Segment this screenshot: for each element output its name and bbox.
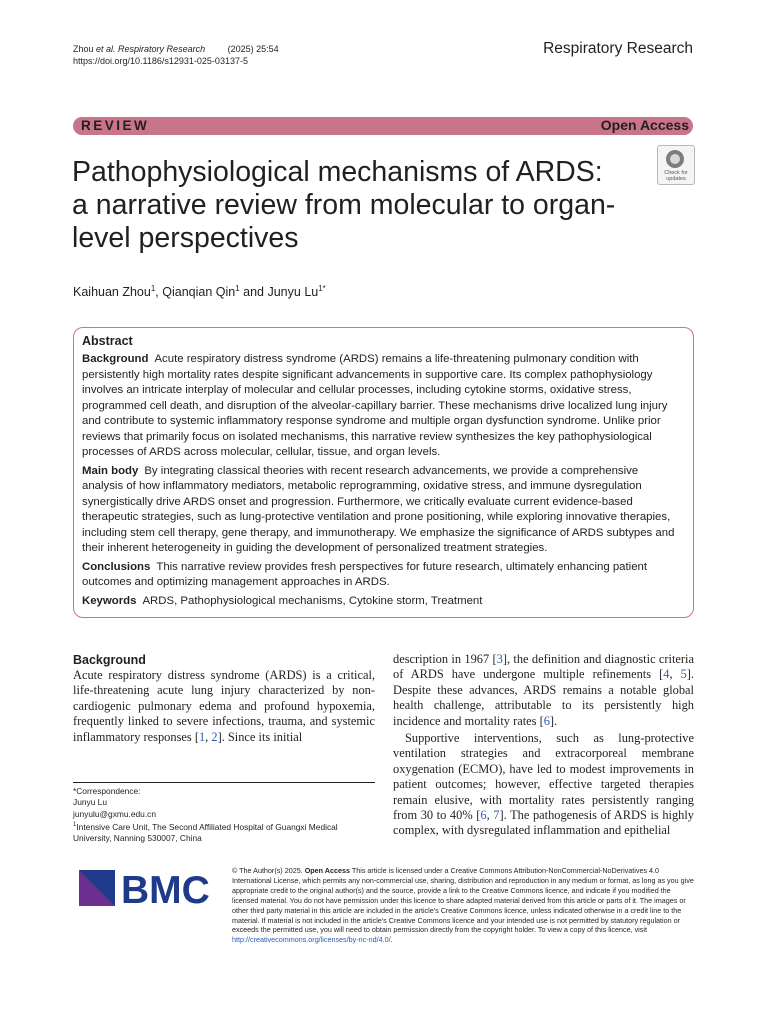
- footnotes: [73, 786, 375, 845]
- author-affiliation-sup: 1*: [318, 284, 326, 293]
- body-left-column: [73, 652, 375, 745]
- abstract-box: [73, 327, 694, 618]
- abstract-background: [82, 352, 682, 461]
- author-list: [73, 284, 326, 299]
- abstract-mainbody: [82, 464, 682, 557]
- citation-ref[interactable]: 5: [680, 667, 687, 682]
- citation-ref[interactable]: 6: [480, 808, 487, 823]
- abstract-keywords: [82, 594, 682, 610]
- title-line-1: Pathophysiological mechanisms of ARDS:: [72, 156, 603, 188]
- correspondence-email[interactable]: junyulu@gxmu.edu.cn: [73, 808, 156, 819]
- open-access-label: Open Access: [600, 117, 689, 133]
- citation-ref[interactable]: 1: [198, 729, 206, 744]
- check-for-updates-badge[interactable]: [657, 145, 695, 185]
- correspondence-label: *Correspondence:: [73, 786, 141, 796]
- abstract-keywords-text: ARDS, Pathophysiological mechanisms, Cytokine storm, Treatment: [142, 594, 483, 607]
- author-name[interactable]: Qianqian Qin: [162, 285, 236, 300]
- citation-line: [73, 43, 279, 55]
- abstract-conclusions-text: This narrative review provides fresh perspectives for future research, ultimately enhancing patient outcomes and optimizing management approaches in ARDS.: [82, 560, 648, 588]
- license-statement: © The Author(s) 2025. Open Access This article is licensed under a Creative Commons Attribution-NonCommercial-NoDerivatives 4.0 International License, which permits any non-commercial use, sharing, distribution and reproduction in any medium or format, as long as you give appropriate credit to the original author(s) and the source, provide a link to the Creative Commons licence, and indicate if you modified the licensed material. You do not have permission under this licence to share adapted material derived from this article or parts of it. The images or other third party material in this article are included in the article's Creative Commons licence, unless indicated otherwise in a credit line to the material. If material is not included in the article's Creative Commons licence and your intended use is not permitted by statutory regulation or exceeds the permitted use, you will need to obtain permission directly from the copyright holder. To view a copy of this licence, visit http://creativecommons.org/licenses/by-nc-nd/4.0/.: [232, 866, 694, 945]
- author-name[interactable]: Junyu Lu: [267, 285, 319, 300]
- citation-header: [73, 43, 279, 67]
- abstract-heading: Abstract: [82, 334, 133, 348]
- body-right-column: [393, 652, 694, 839]
- abstract-conclusions: [82, 560, 682, 591]
- title-line-3: level perspectives: [72, 222, 299, 254]
- citation-ref[interactable]: 3: [496, 652, 503, 666]
- section-heading-background: Background: [73, 653, 146, 667]
- body-paragraph: description in 1967 [3], the definition and diagnostic criteria of ARDS have undergone multiple refinements [4, 5]. Despite these advances, ARDS remains a notable global health challenge, attributable to its persistently high incidence and mortality rates [6].: [393, 652, 694, 728]
- citation-ref[interactable]: 7: [493, 808, 500, 823]
- footnote-divider: [73, 782, 375, 783]
- affiliation: $^1$Intensive Care Unit, The Second Affiliated Hospital of Guangxi Medical University, Nanning 530007, China: [73, 822, 338, 844]
- abstract-mainbody-text: By integrating classical theories with recent research advancements, we provide a comprehensive analysis of how inflammatory mediators, metabolic reprogramming, oxidative stress, and immune dysregulation synergistically drive ARDS onset and progression. Furthermore, we critically evaluate current evidence-based therapeutic strategies, such as lung-protective ventilation and prone positioning, while exploring innovative therapies, including stem cell therapy, gene therapy, and immunotherapy. We emphasize the significance of ARDS subtypes and their inherent heterogeneity in guiding the development of personalized treatment strategies.: [82, 464, 675, 554]
- author-separator: and: [239, 285, 268, 300]
- correspondence-name: Junyu Lu: [73, 797, 107, 808]
- author-affiliation-sup: 1: [150, 284, 156, 293]
- citation-ref[interactable]: 4: [663, 667, 670, 682]
- body-paragraph: Supportive interventions, such as lung-protective ventilation strategies and extracorporeal membrane oxygenation (ECMO), have led to modest improvements in patient outcomes; however, effective targeted therapies remain elusive, with mortality rates persistently ranging from 30 to 40% [6, 7]. The pathogenesis of ARDS is highly complex, with dysregulated inflammation and epithelial: [393, 731, 694, 838]
- license-link[interactable]: http://creativecommons.org/licenses/by-nc-nd/4.0/: [232, 935, 391, 945]
- article-type-label: REVIEW: [81, 118, 150, 133]
- article-type-band: [73, 117, 693, 135]
- abstract-keywords-label: Keywords: [82, 594, 137, 607]
- journal-name: Respiratory Research: [543, 40, 693, 57]
- doi-link[interactable]: https://doi.org/10.1186/s12931-025-03137-5: [73, 56, 248, 66]
- citation-ref[interactable]: 6: [543, 713, 550, 728]
- author-name[interactable]: Kaihuan Zhou: [73, 285, 151, 300]
- bmc-logo: [79, 868, 214, 908]
- article-title: [72, 156, 632, 255]
- body-paragraph: Acute respiratory distress syndrome (ARDS) is a critical, life-threatening acute lung injury characterized by non-cardiogenic pulmonary edema and profound hypoxemia, frequently linked to severe infections, trauma, and systemic inflammatory responses [1, 2]. Since its initial: [73, 668, 375, 744]
- citation-author: Zhou: [73, 44, 94, 54]
- abstract-mainbody-label: Main body: [82, 464, 139, 477]
- abstract-background-label: Background: [82, 353, 149, 365]
- check-updates-icon: [666, 150, 684, 168]
- citation-ref[interactable]: 2: [211, 729, 218, 744]
- check-updates-label: Check for updates: [664, 170, 688, 182]
- title-line-2: a narrative review from molecular to organ-: [72, 189, 616, 221]
- abstract-background-text: Acute respiratory distress syndrome (ARDS) remains a life-threatening pulmonary condition with persistently high mortality rates despite significant advancements in supportive care. Its complex pathophysiology involves an intricate interplay of molecular and cellular processes, including cytokine storms, oxidative stress, programmed cell death, and disruption of the alveolar-capillary barrier. These mechanisms drive localized lung injury and contribute to systemic inflammatory response syndrome and multiple organ dysfunction syndrome. Unlike prior reviews that primarily focus on isolated mechanisms, this narrative review synthesizes the key pathophysiological processes of ARDS across molecular, cellular, tissue, and organ levels.: [82, 353, 668, 458]
- author-affiliation-sup: 1: [235, 284, 240, 293]
- citation-journal: et al. Respiratory Research: [96, 44, 206, 54]
- abstract-conclusions-label: Conclusions: [82, 560, 151, 573]
- author-separator: ,: [155, 285, 163, 300]
- bmc-logo-text: BMC: [121, 869, 210, 908]
- citation-year-pages: (2025) 25:54: [227, 44, 279, 54]
